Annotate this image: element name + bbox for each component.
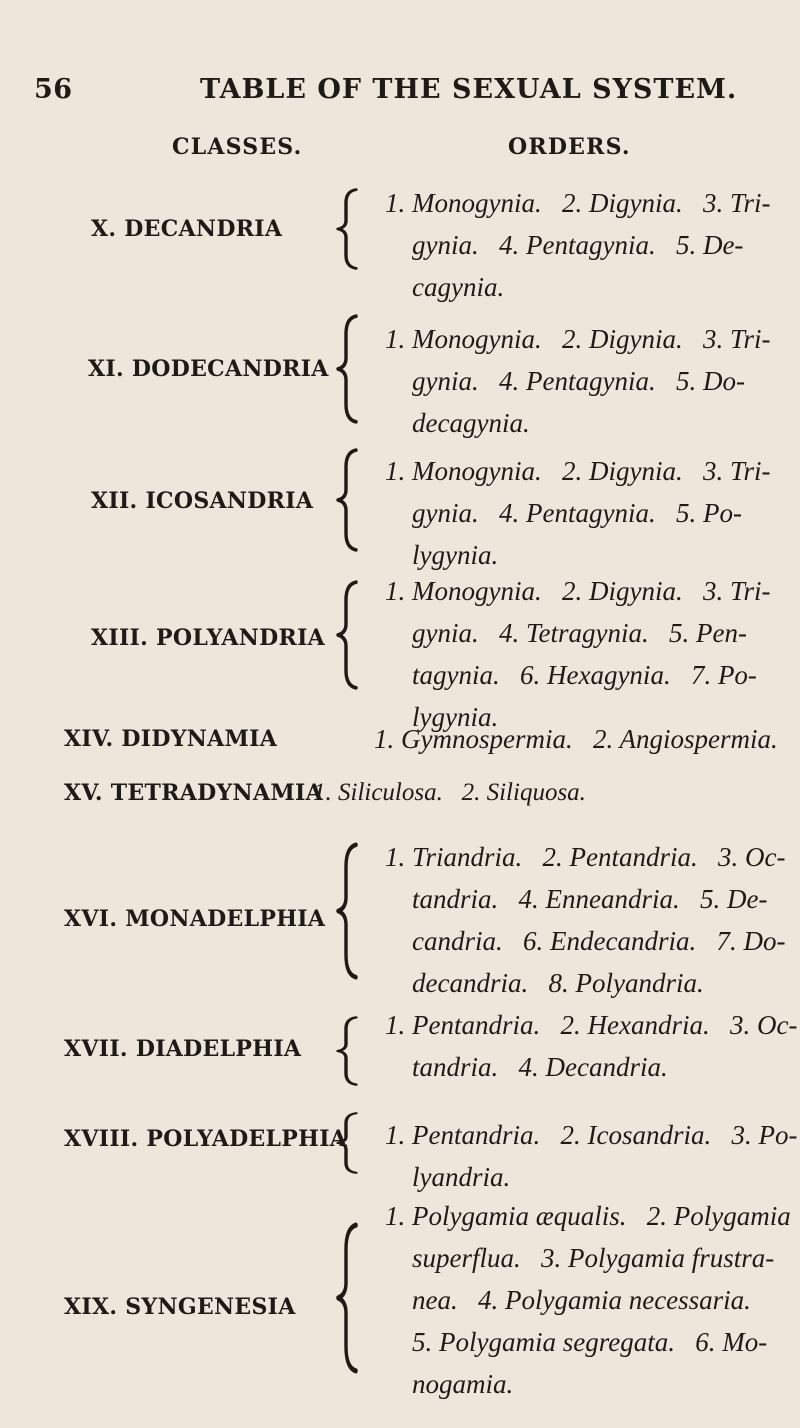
orders-line: 1. Monogynia. 2. Digynia. 3. Tri- — [385, 456, 771, 486]
brace-polyadelphia — [334, 1112, 362, 1174]
orders-line: tandria. 4. Decandria. — [412, 1052, 668, 1082]
orders-line: 1. Siliculosa. 2. Siliquosa. — [313, 779, 586, 806]
page-title: TABLE OF THE SEXUAL SYSTEM. — [200, 74, 738, 105]
orders-syngenesia — [385, 1195, 797, 1405]
brace-polyandria — [334, 580, 362, 690]
orders-diadelphia — [385, 1004, 797, 1088]
orders-dodecandria — [385, 318, 797, 444]
orders-line: lygynia. — [412, 702, 499, 732]
orders-line: gynia. 4. Tetragynia. 5. Pen- — [412, 618, 747, 648]
page-number: 56 — [34, 74, 73, 105]
class-name-decandria: X. DECANDRIA — [91, 216, 283, 242]
orders-line: 1. Monogynia. 2. Digynia. 3. Tri- — [385, 188, 771, 218]
orders-line: candria. 6. Endecandria. 7. Do- — [412, 926, 786, 956]
orders-line: gynia. 4. Pentagynia. 5. Po- — [412, 498, 742, 528]
class-name-polyandria: XIII. POLYANDRIA — [91, 625, 326, 651]
orders-line: nogamia. — [412, 1369, 514, 1399]
brace-decandria — [334, 188, 362, 270]
brace-syngenesia — [334, 1222, 362, 1374]
orders-column-heading: ORDERS. — [508, 134, 631, 160]
orders-tetradynamia — [313, 772, 725, 814]
orders-line: 5. Polygamia segregata. 6. Mo- — [412, 1327, 768, 1357]
orders-line: 1. Monogynia. 2. Digynia. 3. Tri- — [385, 576, 771, 606]
orders-line: 1. Pentandria. 2. Hexandria. 3. Oc- — [385, 1010, 798, 1040]
orders-line: 1. Triandria. 2. Pentandria. 3. Oc- — [385, 842, 786, 872]
orders-line: 1. Pentandria. 2. Icosandria. 3. Po- — [385, 1120, 798, 1150]
orders-line: superflua. 3. Polygamia frustra- — [412, 1243, 775, 1273]
orders-polyadelphia — [385, 1114, 797, 1198]
orders-line: 1. Monogynia. 2. Digynia. 3. Tri- — [385, 324, 771, 354]
orders-polyandria — [385, 570, 797, 738]
class-name-diadelphia: XVII. DIADELPHIA — [64, 1036, 302, 1062]
orders-line: nea. 4. Polygamia necessaria. — [412, 1285, 751, 1315]
orders-monadelphia — [385, 836, 797, 1004]
class-name-icosandria: XII. ICOSANDRIA — [91, 488, 314, 514]
class-name-tetradynamia: XV. TETRADYNAMIA — [64, 780, 323, 806]
brace-icosandria — [334, 448, 362, 552]
orders-line: 1. Gymnospermia. 2. Angiospermia. — [374, 724, 778, 754]
class-name-didynamia: XIV. DIDYNAMIA — [64, 726, 278, 752]
orders-line: decagynia. — [412, 408, 530, 438]
orders-line: 1. Polygamia æqualis. 2. Polygamia — [385, 1201, 791, 1231]
class-name-dodecandria: XI. DODECANDRIA — [88, 356, 329, 382]
orders-line: tandria. 4. Enneandria. 5. De- — [412, 884, 768, 914]
orders-line: cagynia. — [412, 272, 505, 302]
orders-didynamia — [374, 718, 786, 760]
orders-line: lygynia. — [412, 540, 499, 570]
class-name-polyadelphia: XVIII. POLYADELPHIA — [64, 1126, 348, 1152]
class-name-monadelphia: XVI. MONADELPHIA — [64, 906, 326, 932]
brace-dodecandria — [334, 314, 362, 424]
orders-line: gynia. 4. Pentagynia. 5. Do- — [412, 366, 745, 396]
classes-column-heading: CLASSES. — [172, 134, 303, 160]
orders-line: lyandria. — [412, 1162, 511, 1192]
orders-icosandria — [385, 450, 797, 576]
class-name-syngenesia: XIX. SYNGENESIA — [64, 1294, 296, 1320]
orders-line: decandria. 8. Polyandria. — [412, 968, 704, 998]
orders-line: tagynia. 6. Hexagynia. 7. Po- — [412, 660, 757, 690]
orders-decandria — [385, 182, 797, 308]
brace-diadelphia — [334, 1016, 362, 1086]
orders-line: gynia. 4. Pentagynia. 5. De- — [412, 230, 744, 260]
brace-monadelphia — [334, 842, 362, 980]
